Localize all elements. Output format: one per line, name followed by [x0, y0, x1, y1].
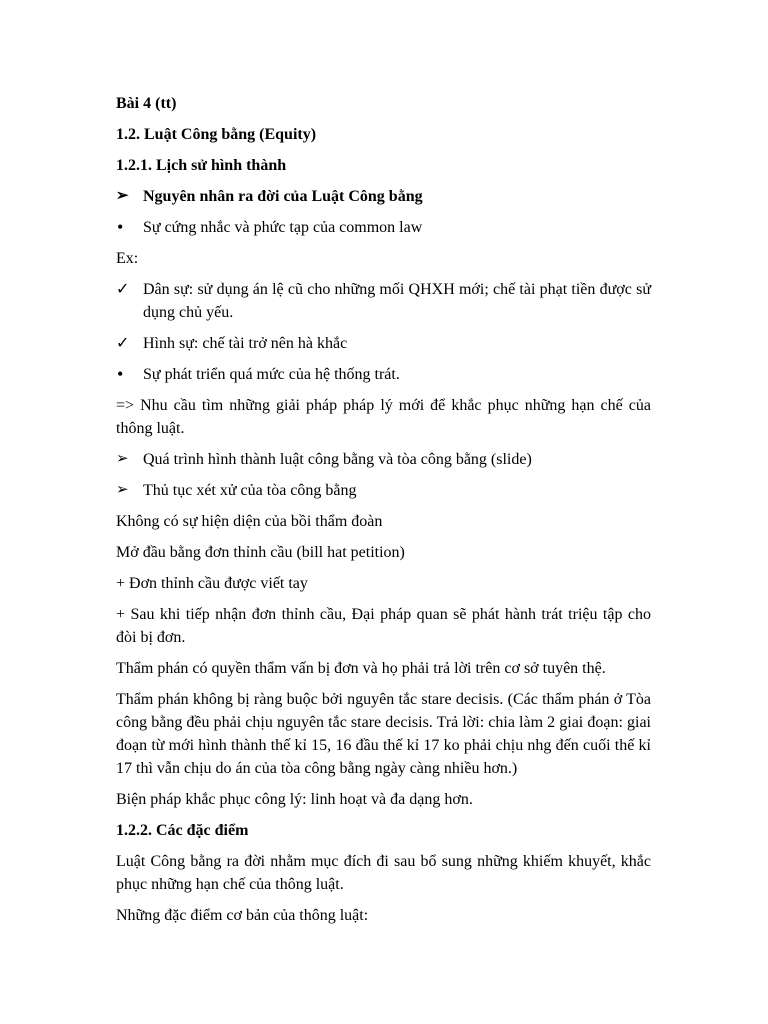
check-bullet-icon: ✓ — [116, 281, 130, 298]
petition-handwritten-paragraph: + Đơn thỉnh cầu được viết tay — [116, 575, 308, 592]
cause-heading-text: Nguyên nhân ra đời của Luật Công bằng — [143, 188, 423, 205]
stare-decisis-paragraph: Thẩm phán không bị ràng buộc bởi nguyên tắc stare decisis. (Các thẩm phán ở Tòa công bằng đều phải chịu nguyên tắc stare decisis. Trả lời: chia làm 2 giai đoạn: giai đoạn từ mới hình thành thế kỉ 15, 16 đầu thế kỉ 17 ko phải chịu nhg đến cuối thế kỉ 17 thì vẫn chịu do án của tòa công bằng ngày càng nhiều hơn.) — [116, 691, 651, 777]
overgrowth-item — [116, 363, 651, 386]
example-label: Ex: — [116, 250, 139, 267]
conclusion-paragraph: => Nhu cầu tìm những giải pháp pháp lý mới để khắc phục những hạn chế của thông luật. — [116, 397, 651, 437]
example-criminal-item — [116, 332, 651, 355]
arrow-bullet-icon: ➢ — [116, 482, 129, 498]
remedy-paragraph: Biện pháp khắc phục công lý: linh hoạt và đa dạng hơn. — [116, 791, 473, 808]
section-heading-1-2-2: 1.2.2. Các đặc điểm — [116, 822, 249, 839]
overgrowth-text: Sự phát triển quá mức của hệ thống trát. — [143, 366, 400, 383]
example-civil-item — [116, 278, 651, 324]
cause-bullet-text: Sự cứng nhắc và phức tạp của common law — [143, 219, 423, 236]
section-heading-1-2: 1.2. Luật Công bằng (Equity) — [116, 126, 317, 143]
section-heading-1-2-1: 1.2.1. Lịch sử hình thành — [116, 157, 287, 174]
petition-start-paragraph: Mở đầu bằng đơn thỉnh cầu (bill hat petition) — [116, 544, 405, 561]
no-jury-paragraph: Không có sự hiện diện của bồi thẩm đoàn — [116, 513, 383, 530]
dot-bullet-icon: • — [117, 364, 124, 384]
formation-item — [116, 448, 651, 471]
judge-question-paragraph: Thẩm phán có quyền thẩm vấn bị đơn và họ phải trả lời trên cơ sở tuyên thệ. — [116, 660, 606, 677]
document-page — [116, 92, 651, 935]
dot-bullet-icon: • — [117, 217, 124, 237]
arrow-bullet-icon: ➢ — [116, 451, 129, 467]
cause-heading-item — [116, 185, 651, 208]
check-bullet-icon: ✓ — [116, 335, 130, 352]
procedure-item — [116, 479, 651, 502]
petition-after-paragraph: + Sau khi tiếp nhận đơn thỉnh cầu, Đại pháp quan sẽ phát hành trát triệu tập cho đòi bị đơn. — [116, 606, 651, 646]
cause-bullet-item — [116, 216, 651, 239]
arrow-bullet-icon: ➢ — [116, 188, 129, 204]
example-civil-text: Dân sự: sử dụng án lệ cũ cho những mối QHXH mới; chế tài phạt tiền được sử dụng chủ yếu. — [143, 281, 651, 321]
example-criminal-text: Hình sự: chế tài trở nên hà khắc — [143, 335, 348, 352]
purpose-paragraph: Luật Công bằng ra đời nhằm mục đích đi sau bổ sung những khiếm khuyết, khắc phục những hạn chế của thông luật. — [116, 853, 651, 893]
formation-text: Quá trình hình thành luật công bằng và tòa công bằng (slide) — [143, 451, 532, 468]
lesson-title: Bài 4 (tt) — [116, 95, 177, 112]
procedure-text: Thủ tục xét xử của tòa công bằng — [143, 482, 357, 499]
basic-features-paragraph: Những đặc điểm cơ bản của thông luật: — [116, 907, 369, 924]
